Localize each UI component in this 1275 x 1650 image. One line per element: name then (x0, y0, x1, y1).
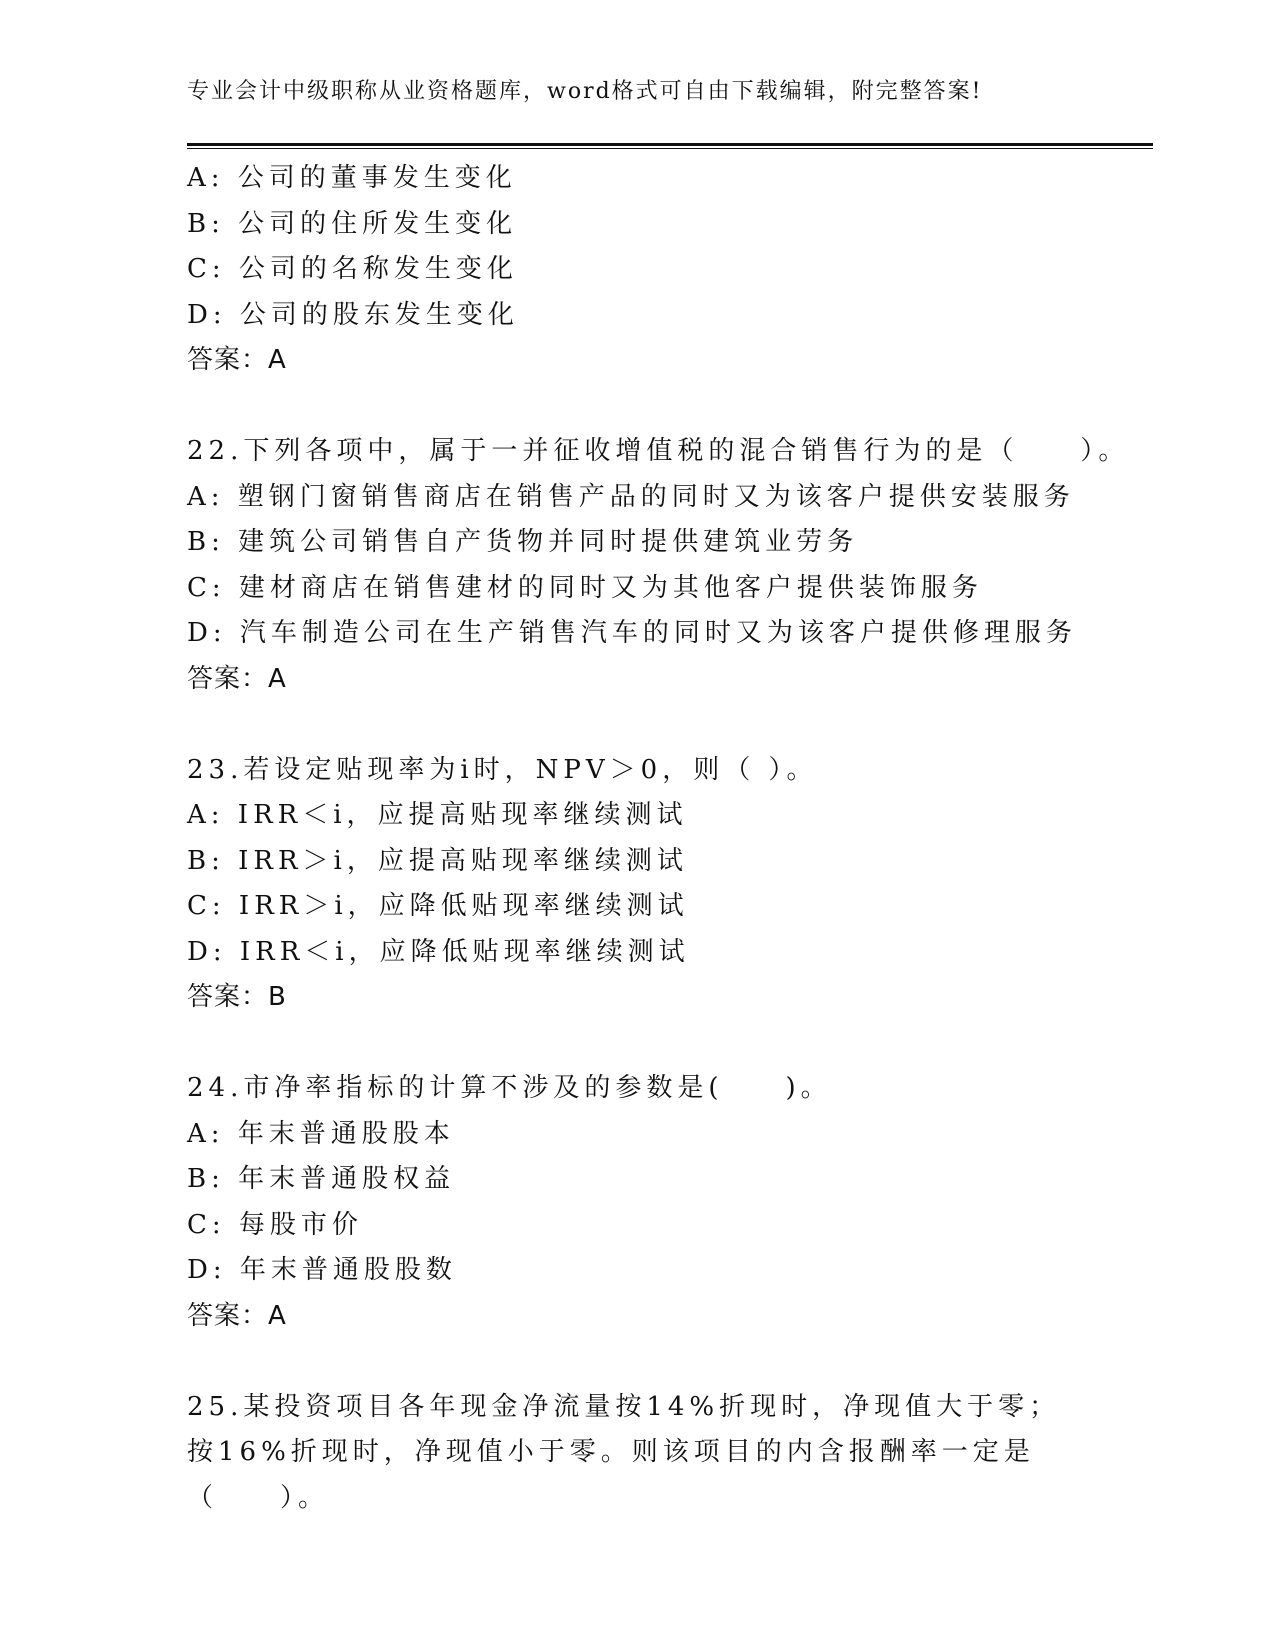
question-stem: 25.某投资项目各年现金净流量按14%折现时，净现值大于零；按16%折现时，净现值小于零。则该项目的内含报酬率一定是（ ）。 (187, 1391, 1061, 1513)
question-23 (187, 748, 1153, 1021)
spacer (187, 384, 1153, 430)
option-a: A: 塑钢门窗销售商店在销售产品的同时又为该客户提供安装服务 (187, 481, 1075, 512)
page-header: 专业会计中级职称从业资格题库，word格式可自由下载编辑，附完整答案! (187, 79, 983, 104)
question-content (187, 156, 1153, 1521)
option-c: C: 建材商店在销售建材的同时又为其他客户提供装饰服务 (187, 572, 983, 603)
option-b: B: IRR＞i，应提高贴现率继续测试 (187, 845, 688, 876)
option-b: B: 年末普通股权益 (187, 1164, 456, 1194)
question-stem: 22.下列各项中，属于一并征收增值税的混合销售行为的是（ ）。 (187, 436, 1130, 466)
option-c: C: 公司的名称发生变化 (187, 254, 518, 284)
answer: 答案：A (187, 345, 287, 375)
question-stem: 24.市净率指标的计算不涉及的参数是( )。 (187, 1073, 832, 1103)
spacer (187, 1339, 1153, 1385)
answer: 答案：A (187, 1300, 287, 1331)
option-d: D: IRR＜i，应降低贴现率继续测试 (187, 936, 690, 967)
option-b: B: 公司的住所发生变化 (187, 208, 518, 239)
option-a: A: IRR＜i，应提高贴现率继续测试 (187, 800, 688, 830)
header-divider (187, 143, 1153, 149)
answer: 答案：A (187, 663, 287, 694)
option-d: D: 公司的股东发生变化 (187, 299, 519, 330)
option-c: C: 每股市价 (187, 1209, 363, 1240)
question-24 (187, 1066, 1153, 1339)
question-25 (187, 1385, 1153, 1522)
option-d: D: 汽车制造公司在生产销售汽车的同时又为该客户提供修理服务 (187, 618, 1077, 648)
spacer (187, 1021, 1153, 1067)
option-a: A: 公司的董事发生变化 (187, 163, 517, 193)
question-22 (187, 429, 1153, 702)
spacer (187, 702, 1153, 748)
option-a: A: 年末普通股股本 (187, 1118, 455, 1149)
option-b: B: 建筑公司销售自产货物并同时提供建筑业劳务 (187, 527, 859, 557)
question-21 (187, 156, 1153, 384)
question-stem: 23.若设定贴现率为i时，NPV＞0，则（ ）。 (187, 754, 818, 785)
answer: 答案：B (187, 982, 287, 1012)
option-c: C: IRR＞i，应降低贴现率继续测试 (187, 891, 689, 921)
option-d: D: 年末普通股股数 (187, 1255, 457, 1285)
